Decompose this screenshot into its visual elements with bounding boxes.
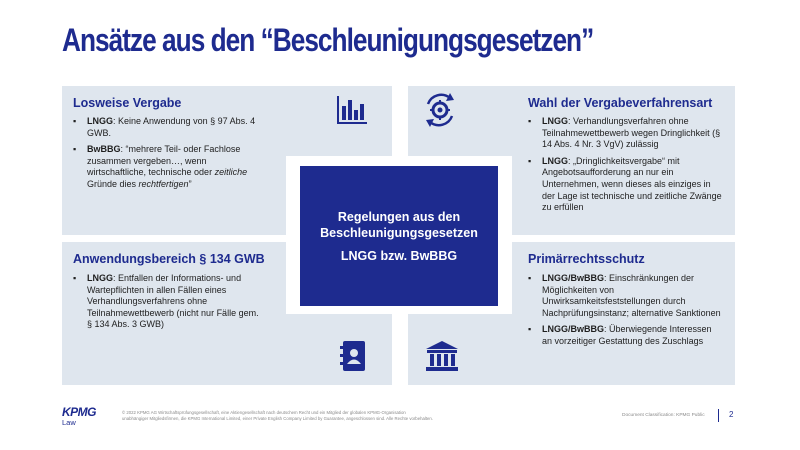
contact-book-icon bbox=[340, 340, 368, 372]
center-subtitle: LNGG bzw. BwBBG bbox=[340, 249, 458, 263]
slide-title: Ansätze aus den “Beschleunigungsgesetzen” bbox=[62, 22, 594, 58]
courthouse-icon bbox=[424, 340, 460, 372]
center-line: Regelungen aus den bbox=[337, 210, 461, 224]
list-item: ▪ LNGG: Verhandlungsverfahren ohne Teilnahmewettbewerb wegen Dringlichkeit (§ 14 Abs. 4 Nr. 3 VgV) zulässig bbox=[528, 116, 723, 151]
list-item: ▪ LNGG: Entfallen der Informations- und Wartepflichten in allen Fällen eines Verhandlungsverfahrens ohne Teilnahmewettbewerb (nicht nur Fälle gem. § 134 Abs. 3 GWB) bbox=[73, 273, 265, 331]
list-item: ▪ LNGG: Keine Anwendung von § 97 Abs. 4 GWB. bbox=[73, 116, 265, 139]
center-box bbox=[300, 166, 498, 306]
quadrant-heading: Primärrechtsschutz bbox=[528, 252, 645, 266]
list-item: ▪ LNGG/BwBBG: Einschränkungen der Möglichkeiten von Unwirksamkeitsfeststellungen durch Nachprüfungsinstanz; alternative Sanktionen bbox=[528, 273, 723, 319]
bullet-list bbox=[73, 116, 265, 196]
quadrant-heading: Anwendungsbereich § 134 GWB bbox=[73, 252, 265, 266]
kpmg-law-logo: KPMG Law bbox=[62, 405, 96, 427]
list-item: ▪ LNGG/BwBBG: Überwiegende Interessen an vorzeitiger Gestattung des Zuschlags bbox=[528, 324, 723, 347]
document-classification: Document Classification: KPMG Public bbox=[622, 413, 705, 418]
bullet-list bbox=[73, 273, 265, 336]
copyright-footnote: © 2022 KPMG AG Wirtschaftsprüfungsgesellschaft, eine Aktiengesellschaft nach deutschem Recht und ein Mitglied der globalen KPMG-Organisation unabhängiger Mitgliedsfirmen, die KPMG International Limited, einer Private English Company Limited by Guarantee, angeschlossen sind. Alle Rechte vorbehalten. bbox=[122, 410, 433, 421]
footer-divider bbox=[718, 409, 719, 422]
page-number: 2 bbox=[729, 410, 734, 419]
quadrant-heading: Losweise Vergabe bbox=[73, 96, 182, 110]
list-item: ▪ BwBBG: “mehrere Teil- oder Fachlose zusammen vergeben…, wenn wirtschaftliche, technische oder zeitliche Gründe dies rechtfertigen” bbox=[73, 144, 265, 190]
quadrant-heading: Wahl der Vergabeverfahrensart bbox=[528, 96, 713, 110]
bullet-list bbox=[528, 273, 723, 353]
center-line: Beschleunigungsgesetzen bbox=[320, 226, 478, 240]
list-item: ▪ LNGG: „Dringlichkeitsvergabe“ mit Angebotsaufforderung an nur ein Unternehmen, wenn dieses als einziges in der Lage ist technische und zeitliche Zwänge zu erfüllen bbox=[528, 156, 723, 214]
gear-cycle-icon bbox=[420, 90, 460, 130]
bar-chart-icon bbox=[336, 94, 368, 126]
bullet-list bbox=[528, 116, 723, 219]
